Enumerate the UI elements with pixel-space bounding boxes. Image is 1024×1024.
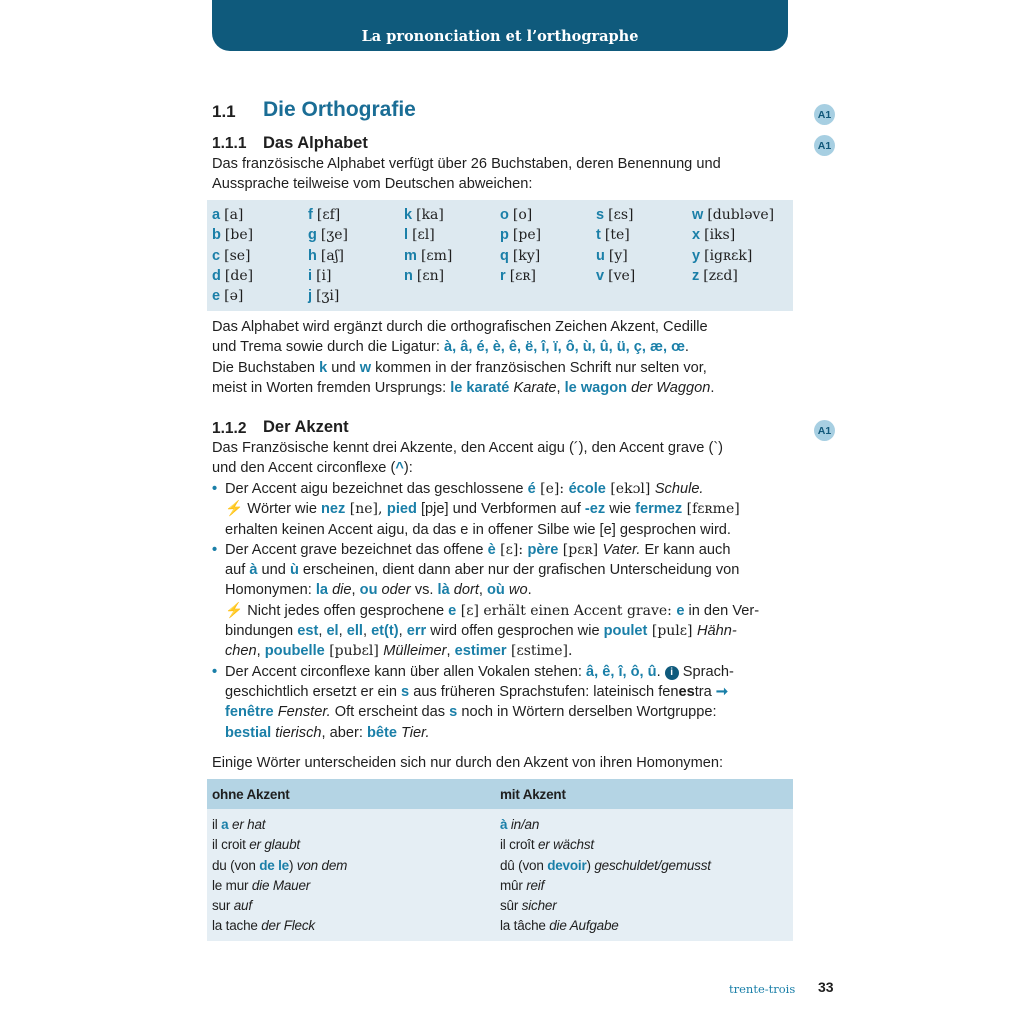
bullet-accent-aigu: [212, 479, 792, 540]
alphabet-column: [692, 205, 774, 286]
column-header: mit Akzent: [500, 787, 566, 802]
alphabet-notes: [212, 317, 792, 398]
table-row: sur auf: [212, 898, 252, 914]
text-line: erhalten keinen Accent aigu, da das e in offener Silbe wie [e] gesprochen wird.: [225, 521, 731, 538]
column-with-accent: [500, 815, 711, 937]
text-line: Das französische Alphabet verfügt über 26 Buchstaben, deren Benennung und: [212, 156, 721, 172]
alphabet-letter: m [ɛm]: [404, 247, 453, 264]
subsection-number: 1.1.2: [212, 420, 247, 437]
alphabet-letter: w [dublǝve]: [692, 207, 775, 223]
text-line: meist in Worten fremden Ursprungs: le karaté Karate, le wagon der Waggon.: [212, 379, 715, 396]
text-line: Die Buchstaben k und w kommen in der französischen Schrift nur selten vor,: [212, 359, 707, 376]
text-line: ⚡ Nicht jedes offen gesprochene e [ɛ] erhält einen Accent grave: e in den Ver-: [225, 602, 760, 619]
section-title: Die Orthografie: [263, 98, 416, 121]
table-row: sûr sicher: [500, 898, 557, 914]
alphabet-letter: q [ky]: [500, 247, 541, 264]
text-line: bindungen est, el, ell, et(t), err wird offen gesprochen wie poulet [pulɛ] Hähn-: [225, 623, 737, 640]
table-row: mûr reif: [500, 877, 545, 893]
alphabet-letter: g [ʒe]: [308, 227, 349, 244]
text-line: Homonymen: la die, ou oder vs. là dort, où wo.: [225, 582, 532, 599]
text-line: fenêtre Fenster. Oft erscheint das s noch in Wörtern derselben Wortgruppe:: [225, 704, 717, 721]
text-line: und den Accent circonflexe (^):: [212, 460, 413, 477]
table-row: du (von de le) von dem: [212, 857, 348, 873]
alphabet-column: [308, 205, 348, 306]
akzent-intro: [212, 438, 792, 479]
alphabet-letter: n [ɛn]: [404, 267, 445, 284]
alphabet-letter: e [ə]: [212, 288, 244, 305]
subsection-number: 1.1.1: [212, 135, 247, 152]
text-line: bestial tierisch, aber: bête Tier.: [225, 724, 430, 741]
alphabet-intro: [212, 154, 792, 195]
column-header: ohne Akzent: [212, 787, 290, 802]
level-badge: A1: [814, 104, 835, 125]
alphabet-letter: u [y]: [596, 247, 628, 264]
alphabet-letter: t [te]: [596, 227, 630, 244]
level-badge: A1: [814, 135, 835, 156]
subsection-title: Das Alphabet: [263, 134, 368, 152]
lightning-icon: ⚡: [225, 501, 244, 518]
alphabet-letter: i [i]: [308, 267, 332, 284]
table-row: il croit er glaubt: [212, 837, 300, 853]
table-header: [207, 779, 793, 809]
text-line: Das Alphabet wird ergänzt durch die orthografischen Zeichen Akzent, Cedille: [212, 319, 708, 335]
accent-rules: [212, 479, 792, 743]
homonym-intro: Einige Wörter unterscheiden sich nur durch den Akzent von ihren Homonymen:: [212, 755, 724, 771]
text-line: auf à und ù erscheinen, dient dann aber nur der grafischen Unterscheidung von: [225, 562, 740, 579]
alphabet-letter: o [o]: [500, 207, 533, 223]
subsection-title: Der Akzent: [263, 418, 349, 436]
alphabet-letter: z [zɛd]: [692, 267, 738, 284]
text-line: • Der Accent aigu bezeichnet das geschlossene é [e]: école [ekɔl] Schule.: [225, 481, 704, 497]
alphabet-column: [596, 205, 635, 286]
alphabet-letter: d [de]: [212, 267, 254, 284]
chapter-title: La prononciation et l’orthographe: [361, 28, 639, 45]
alphabet-letter: f [ɛf]: [308, 207, 341, 223]
alphabet-letter: c [se]: [212, 247, 251, 264]
text-line: geschichtlich ersetzt er ein s aus früheren Sprachstufen: lateinisch fenestra ➞: [225, 683, 729, 700]
alphabet-column: [500, 205, 541, 286]
table-row: le mur die Mauer: [212, 877, 311, 893]
chapter-header: [212, 0, 788, 51]
info-icon: i: [665, 666, 679, 680]
alphabet-letter: b [be]: [212, 227, 254, 244]
bullet-accent-grave: [212, 540, 792, 662]
section-number: 1.1: [212, 102, 236, 121]
alphabet-letter: p [pe]: [500, 227, 542, 244]
alphabet-table: [207, 200, 793, 311]
table-row: la tâche die Aufgabe: [500, 918, 619, 934]
alphabet-column: [404, 205, 452, 286]
homonym-table: [207, 779, 793, 941]
text-line: und Trema sowie durch die Ligatur: à, â, é, è, ê, ë, î, ï, ô, ù, û, ü, ç, æ, œ.: [212, 339, 689, 356]
alphabet-letter: j [ʒi]: [308, 288, 340, 305]
alphabet-letter: y [igʀɛk]: [692, 247, 753, 264]
alphabet-letter: a [a]: [212, 207, 244, 223]
page-number: 33: [818, 979, 834, 995]
alphabet-column: [212, 205, 253, 306]
alphabet-letter: x [iks]: [692, 227, 736, 244]
bullet-accent-circonflexe: [212, 662, 792, 743]
arrow-right-icon: ➞: [715, 683, 729, 700]
text-line: ⚡ Wörter wie nez [ne], pied [pje] und Verbformen auf -ez wie fermez [fɛʀme]: [225, 501, 740, 518]
alphabet-letter: s [ɛs]: [596, 207, 634, 223]
text-line: • Der Accent grave bezeichnet das offene è [ɛ]: père [pɛʀ] Vater. Er kann auch: [225, 541, 731, 558]
table-row: la tache der Fleck: [212, 918, 315, 934]
page-number-words: trente-trois: [729, 982, 796, 996]
column-without-accent: [212, 815, 347, 937]
level-badge: A1: [814, 420, 835, 441]
alphabet-letter: h [aʃ]: [308, 247, 344, 264]
alphabet-letter: l [ɛl]: [404, 227, 435, 244]
alphabet-letter: v [ve]: [596, 267, 636, 284]
table-row: à in/an: [500, 817, 540, 832]
table-row: dû (von devoir) geschuldet/gemusst: [500, 857, 711, 873]
alphabet-letter: r [ɛʀ]: [500, 267, 536, 284]
table-row: il croît er wächst: [500, 837, 594, 853]
text-line: • Der Accent circonflexe kann über allen Vokalen stehen: â, ê, î, ô, û. i Sprach-: [225, 663, 734, 680]
alphabet-letter: k [ka]: [404, 207, 444, 223]
lightning-icon: ⚡: [225, 602, 244, 619]
text-line: Aussprache teilweise vom Deutschen abweichen:: [212, 176, 533, 193]
table-row: il a er hat: [212, 817, 266, 832]
text-line: Das Französische kennt drei Akzente, den Accent aigu (´), den Accent grave (`): [212, 440, 724, 456]
text-line: chen, poubelle [pubɛl] Mülleimer, estimer [ɛstime].: [225, 643, 573, 660]
